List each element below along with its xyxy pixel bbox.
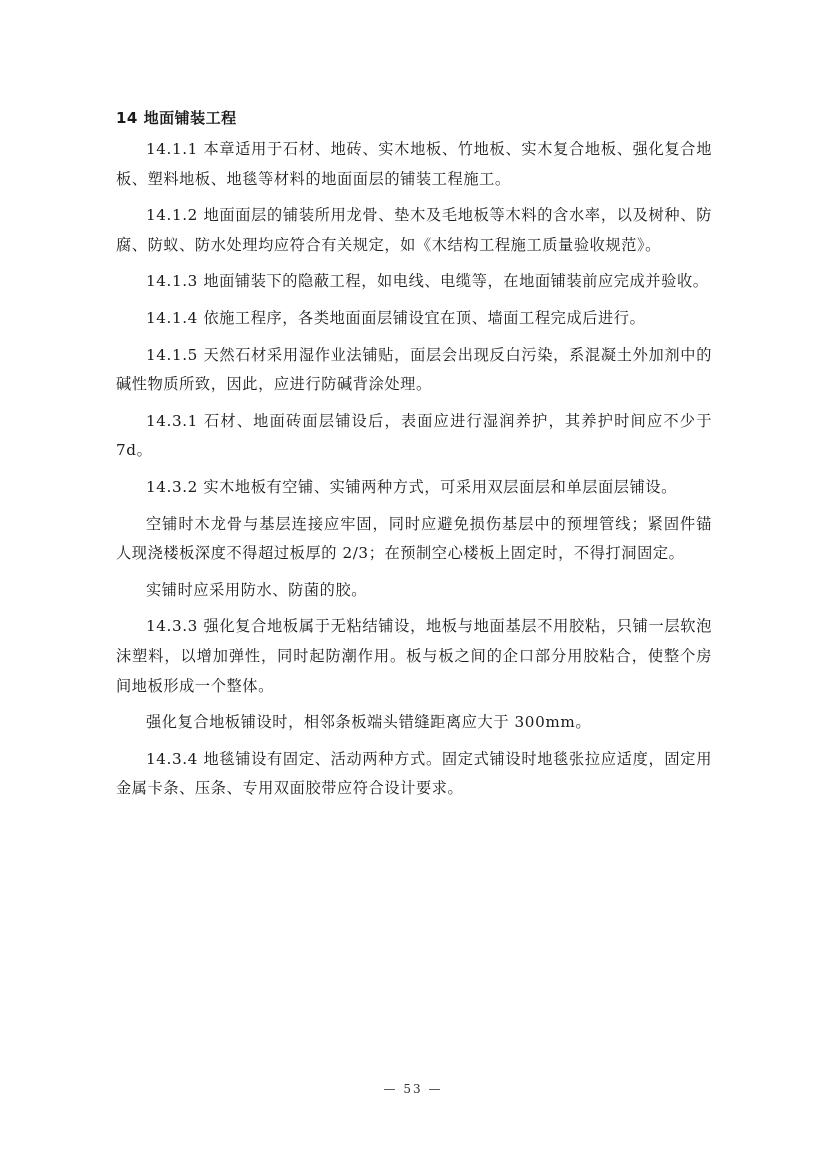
paragraph-14-3-2: 14.3.2 实木地板有空铺、实铺两种方式，可采用双层面层和单层面层铺设。	[146, 477, 677, 496]
paragraph-14-1-4: 14.1.4 依施工程序，各类地面面层铺设宜在顶、墙面工程完成后进行。	[146, 308, 646, 327]
paragraph-14-1-5: 14.1.5 天然石材采用湿作业法铺贴，面层会出现反白污染，系混凝土外加剂中的碱性物质所致，因此，应进行防碱背涂处理。	[116, 345, 712, 394]
section-title: 14 地面铺装工程	[116, 109, 237, 127]
paragraph-laminate-offset: 强化复合地板铺设时，相邻条板端头错缝距离应大于 300mm。	[146, 713, 592, 732]
paragraph-14-3-3: 14.3.3 强化复合地板属于无粘结铺设，地板与地面基层不用胶粘，只铺一层软泡沫塑料，以增加弹性，同时起防潮作用。板与板之间的企口部分用胶粘合，使整个房间地板形成一个整体。	[116, 617, 712, 695]
page-number: — 53 —	[383, 1082, 443, 1096]
paragraph-empty-laying: 空铺时木龙骨与基层连接应牢固，同时应避免损伤基层中的预埋管线；紧固件锚人现浇楼板深度不得超过板厚的 2/3；在预制空心楼板上固定时，不得打洞固定。	[116, 514, 712, 563]
paragraph-14-1-3: 14.1.3 地面铺装下的隐蔽工程，如电线、电缆等，在地面铺装前应完成并验收。	[146, 272, 709, 291]
page-content	[116, 103, 712, 811]
paragraph-14-1-1: 14.1.1 本章适用于石材、地砖、实木地板、竹地板、实木复合地板、强化复合地板、塑料地板、地毯等材料的地面面层的铺装工程施工。	[116, 140, 712, 188]
paragraph-14-3-4: 14.3.4 地毯铺设有固定、活动两种方式。固定式铺设时地毯张拉应适度，固定用金属卡条、压条、专用双面胶带应符合设计要求。	[116, 749, 712, 798]
paragraph-14-1-2: 14.1.2 地面面层的铺装所用龙骨、垫木及毛地板等木料的含水率，以及树种、防腐、防蚁、防水处理均应符合有关规定，如《木结构工程施工质量验收规范》。	[116, 206, 712, 254]
paragraph-solid-laying: 实铺时应采用防水、防菌的胶。	[146, 580, 368, 599]
paragraph-14-3-1: 14.3.1 石材、地面砖面层铺设后，表面应进行湿润养护，其养护时间应不少于 7d。	[116, 411, 712, 460]
